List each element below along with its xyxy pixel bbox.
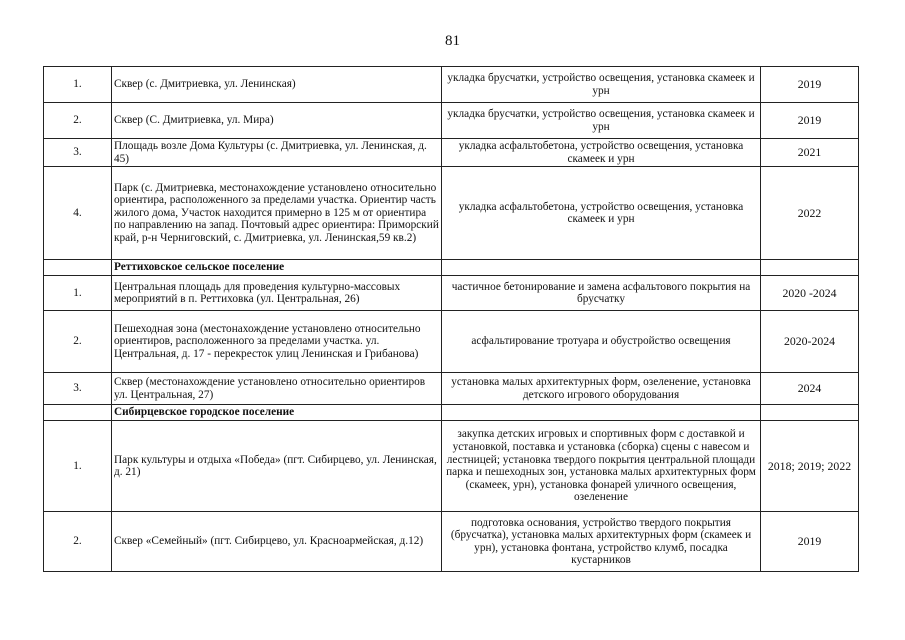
row-number: 1. — [44, 276, 112, 311]
section-year-cell — [761, 260, 859, 276]
year-cell: 2022 — [761, 167, 859, 260]
row-number: 3. — [44, 373, 112, 405]
work-description: установка малых архитектурных форм, озеленение, установка детского игрового оборудования — [442, 373, 761, 405]
row-number: 4. — [44, 167, 112, 260]
year-cell: 2020-2024 — [761, 311, 859, 373]
row-number: 2. — [44, 103, 112, 139]
year-cell: 2020 -2024 — [761, 276, 859, 311]
object-name: Пешеходная зона (местонахождение установлено относительно ориентиров, расположенного за пределами участка. ул. Центральная, д. 17 - перекресток улиц Ленинская и Грибанова) — [112, 311, 442, 373]
section-year-cell — [761, 405, 859, 421]
table-row — [44, 276, 859, 311]
section-row — [44, 405, 859, 421]
object-name: Сквер «Семейный» (пгт. Сибирцево, ул. Красноармейская, д.12) — [112, 512, 442, 572]
row-number: 1. — [44, 67, 112, 103]
work-description: укладка асфальтобетона, устройство освещения, установка скамеек и урн — [442, 167, 761, 260]
section-work-cell — [442, 260, 761, 276]
year-cell: 2018; 2019; 2022 — [761, 421, 859, 512]
table-row — [44, 373, 859, 405]
table-row — [44, 512, 859, 572]
work-description: укладка брусчатки, устройство освещения, установка скамеек и урн — [442, 67, 761, 103]
object-name: Парк культуры и отдыха «Победа» (пгт. Сибирцево, ул. Ленинская, д. 21) — [112, 421, 442, 512]
work-description: подготовка основания, устройство твердого покрытия (брусчатка), установка малых архитектурных форм (скамеек и урн), установка фонтана, устройство клумб, посадка кустарников — [442, 512, 761, 572]
year-cell: 2019 — [761, 67, 859, 103]
year-cell: 2021 — [761, 139, 859, 167]
table-row — [44, 67, 859, 103]
table-row — [44, 311, 859, 373]
object-name: Сквер (с. Дмитриевка, ул. Ленинская) — [112, 67, 442, 103]
year-cell: 2019 — [761, 103, 859, 139]
row-number: 1. — [44, 421, 112, 512]
section-number-cell — [44, 405, 112, 421]
year-cell: 2019 — [761, 512, 859, 572]
section-work-cell — [442, 405, 761, 421]
page-number: 81 — [445, 33, 460, 49]
section-number-cell — [44, 260, 112, 276]
object-name: Сквер (местонахождение установлено относительно ориентиров ул. Центральная, 27) — [112, 373, 442, 405]
work-description: частичное бетонирование и замена асфальтового покрытия на брусчатку — [442, 276, 761, 311]
work-description: асфальтирование тротуара и обустройство освещения — [442, 311, 761, 373]
row-number: 2. — [44, 512, 112, 572]
work-description: укладка асфальтобетона, устройство освещения, установка скамеек и урн — [442, 139, 761, 167]
improvement-objects-table — [43, 66, 859, 572]
work-description: закупка детских игровых и спортивных форм с доставкой и установкой, поставка и установка (сборка) сцены с навесом и лестницей; установка твердого покрытия центральной площади парка и пешеходных зон, установка малых архитектурных форм (скамеек, урн), установка фонарей уличного освещения, озеленение — [442, 421, 761, 512]
year-cell: 2024 — [761, 373, 859, 405]
object-name: Парк (с. Дмитриевка, местонахождение установлено относительно ориентира, расположенного за пределами участка. Ориентир часть жилого дома, Участок находится примерно в 125 м от ориентира по направлению на запад. Почтовый адрес ориентира: Приморский край, р-н Черниговский, с. Дмитриевка, ул. Ленинская,59 кв.2) — [112, 167, 442, 260]
row-number: 3. — [44, 139, 112, 167]
table-row — [44, 139, 859, 167]
table-row — [44, 103, 859, 139]
section-row — [44, 260, 859, 276]
table-row — [44, 421, 859, 512]
row-number: 2. — [44, 311, 112, 373]
section-title: Реттиховское сельское поселение — [112, 260, 442, 276]
table-row — [44, 167, 859, 260]
object-name: Сквер (С. Дмитриевка, ул. Мира) — [112, 103, 442, 139]
section-title: Сибирцевское городское поселение — [112, 405, 442, 421]
object-name: Площадь возле Дома Культуры (с. Дмитриевка, ул. Ленинская, д. 45) — [112, 139, 442, 167]
work-description: укладка брусчатки, устройство освещения, установка скамеек и урн — [442, 103, 761, 139]
object-name: Центральная площадь для проведения культурно-массовых мероприятий в п. Реттиховка (ул. Центральная, 26) — [112, 276, 442, 311]
